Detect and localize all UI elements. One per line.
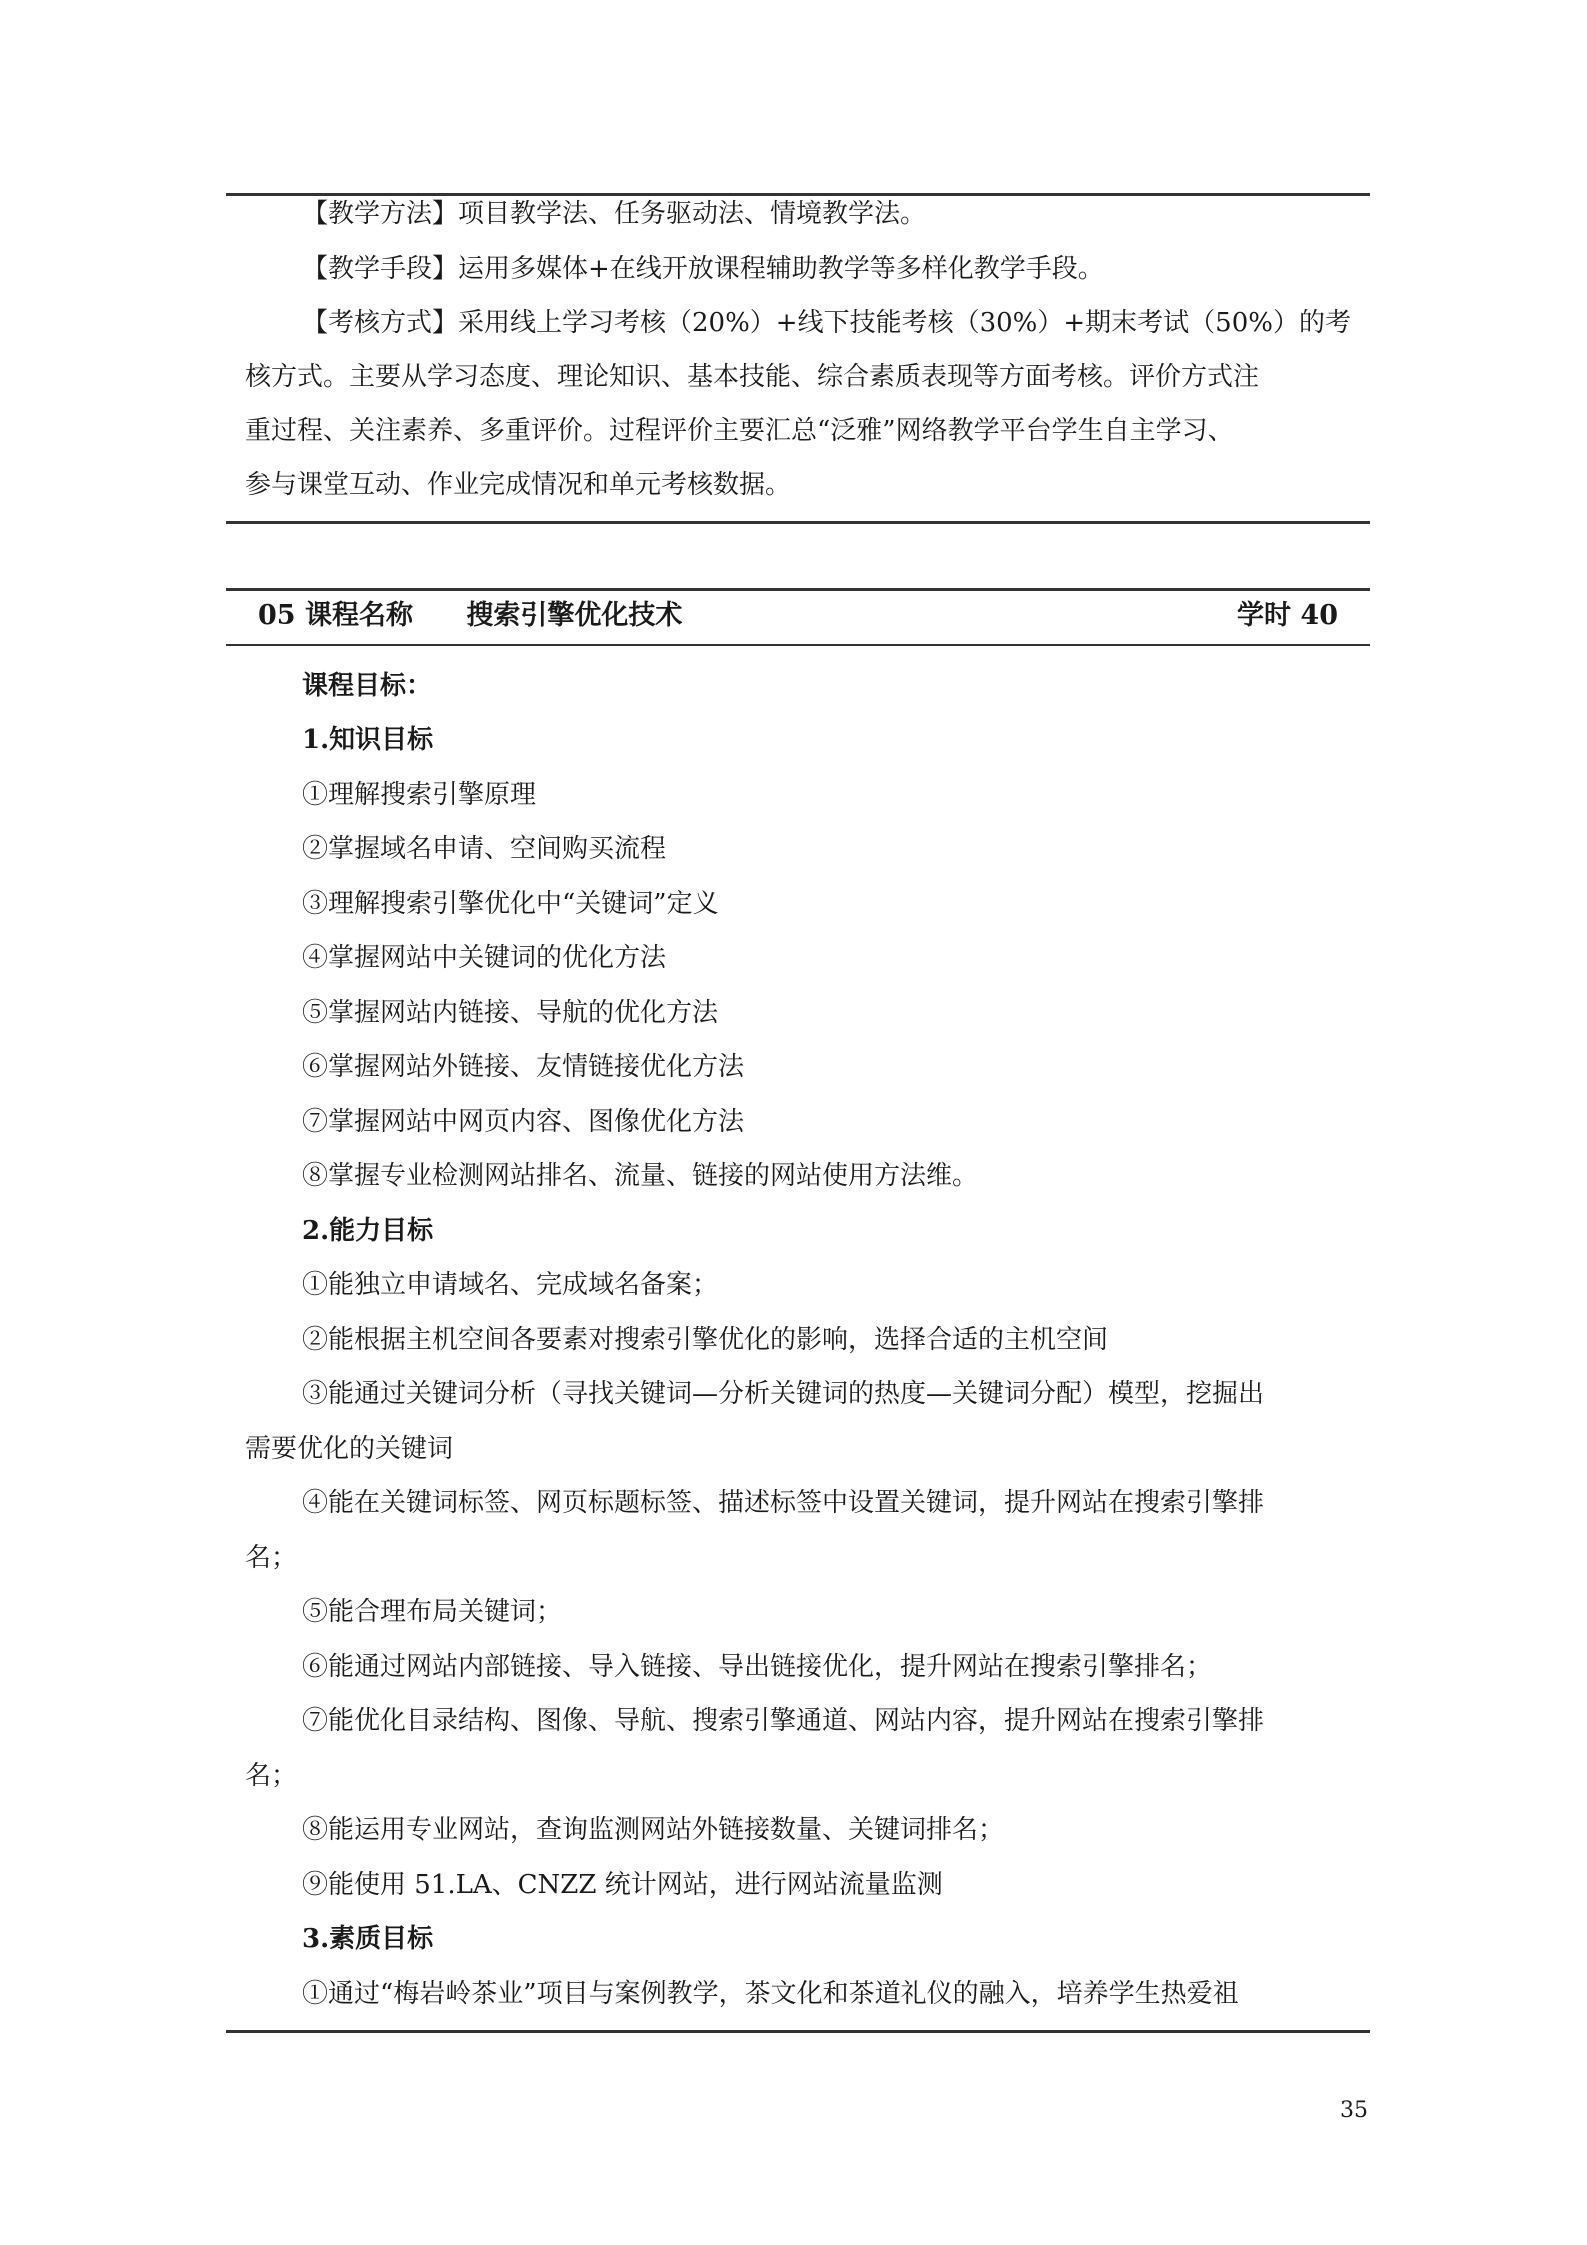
course-header-top-rule bbox=[226, 588, 1370, 591]
knowledge-item: ⑥掌握网站外链接、友情链接优化方法 bbox=[302, 1052, 745, 1082]
ability-item: ③能通过关键词分析（寻找关键词—分析关键词的热度—关键词分配）模型，挖掘出 bbox=[302, 1379, 1265, 1409]
ability-item: ⑤能合理布局关键词； bbox=[302, 1597, 563, 1627]
assessment-line-2: 核方式。主要从学习态度、理论知识、基本技能、综合素质表现等方面考核。评价方式注 bbox=[245, 362, 1260, 392]
ability-item: ②能根据主机空间各要素对搜索引擎优化的影响，选择合适的主机空间 bbox=[302, 1325, 1109, 1355]
teaching-method: 【教学方法】项目教学法、任务驱动法、情境教学法。 bbox=[302, 199, 927, 229]
course-code-label: 05 课程名称 bbox=[258, 600, 413, 631]
course-name: 搜索引擎优化技术 bbox=[466, 600, 683, 631]
page-number: 35 bbox=[1340, 2098, 1368, 2123]
quality-item: ①通过“梅岩岭茶业”项目与案例教学，茶文化和茶道礼仪的融入，培养学生热爱祖 bbox=[302, 1979, 1239, 2009]
bottom-rule bbox=[226, 2030, 1370, 2033]
ability-item-continued: 需要优化的关键词 bbox=[245, 1434, 454, 1464]
ability-item: ⑦能优化目录结构、图像、导航、搜索引擎通道、网站内容，提升网站在搜索引擎排 bbox=[302, 1706, 1265, 1736]
teaching-means: 【教学手段】运用多媒体+在线开放课程辅助教学等多样化教学手段。 bbox=[302, 254, 1104, 284]
section-end-rule bbox=[226, 521, 1370, 524]
ability-item-continued: 名； bbox=[245, 1761, 298, 1791]
knowledge-item: ⑤掌握网站内链接、导航的优化方法 bbox=[302, 998, 719, 1028]
assessment-line-3: 重过程、关注素养、多重评价。过程评价主要汇总“泛雅”网络教学平台学生自主学习、 bbox=[245, 416, 1234, 446]
ability-item: ⑧能运用专业网站，查询监测网站外链接数量、关键词排名； bbox=[302, 1815, 1005, 1845]
knowledge-item: ②掌握域名申请、空间购买流程 bbox=[302, 834, 667, 864]
course-header bbox=[258, 596, 1338, 636]
ability-item: ④能在关键词标签、网页标题标签、描述标签中设置关键词，提升网站在搜索引擎排 bbox=[302, 1488, 1265, 1518]
knowledge-item: ④掌握网站中关键词的优化方法 bbox=[302, 943, 667, 973]
ability-title: 2.能力目标 bbox=[302, 1216, 434, 1246]
ability-item-continued: 名； bbox=[245, 1543, 298, 1573]
knowledge-item: ①理解搜索引擎原理 bbox=[302, 780, 537, 810]
goals-title: 课程目标： bbox=[302, 671, 433, 701]
course-hours: 学时 40 bbox=[1237, 600, 1338, 631]
ability-item: ⑨能使用 51.LA、CNZZ 统计网站，进行网站流量监测 bbox=[302, 1870, 943, 1900]
ability-item: ①能独立申请域名、完成域名备案； bbox=[302, 1270, 719, 1300]
quality-title: 3.素质目标 bbox=[302, 1924, 434, 1954]
course-header-bottom-rule bbox=[226, 644, 1370, 646]
knowledge-title: 1.知识目标 bbox=[302, 725, 434, 755]
knowledge-item: ③理解搜索引擎优化中“关键词”定义 bbox=[302, 889, 719, 919]
knowledge-item: ⑦掌握网站中网页内容、图像优化方法 bbox=[302, 1107, 745, 1137]
assessment-line-1: 【考核方式】采用线上学习考核（20%）+线下技能考核（30%）+期末考试（50%）的考 bbox=[302, 308, 1351, 338]
knowledge-item: ⑧掌握专业检测网站排名、流量、链接的网站使用方法维。 bbox=[302, 1161, 979, 1191]
ability-item: ⑥能通过网站内部链接、导入链接、导出链接优化，提升网站在搜索引擎排名； bbox=[302, 1652, 1213, 1682]
assessment-line-4: 参与课堂互动、作业完成情况和单元考核数据。 bbox=[245, 470, 792, 500]
